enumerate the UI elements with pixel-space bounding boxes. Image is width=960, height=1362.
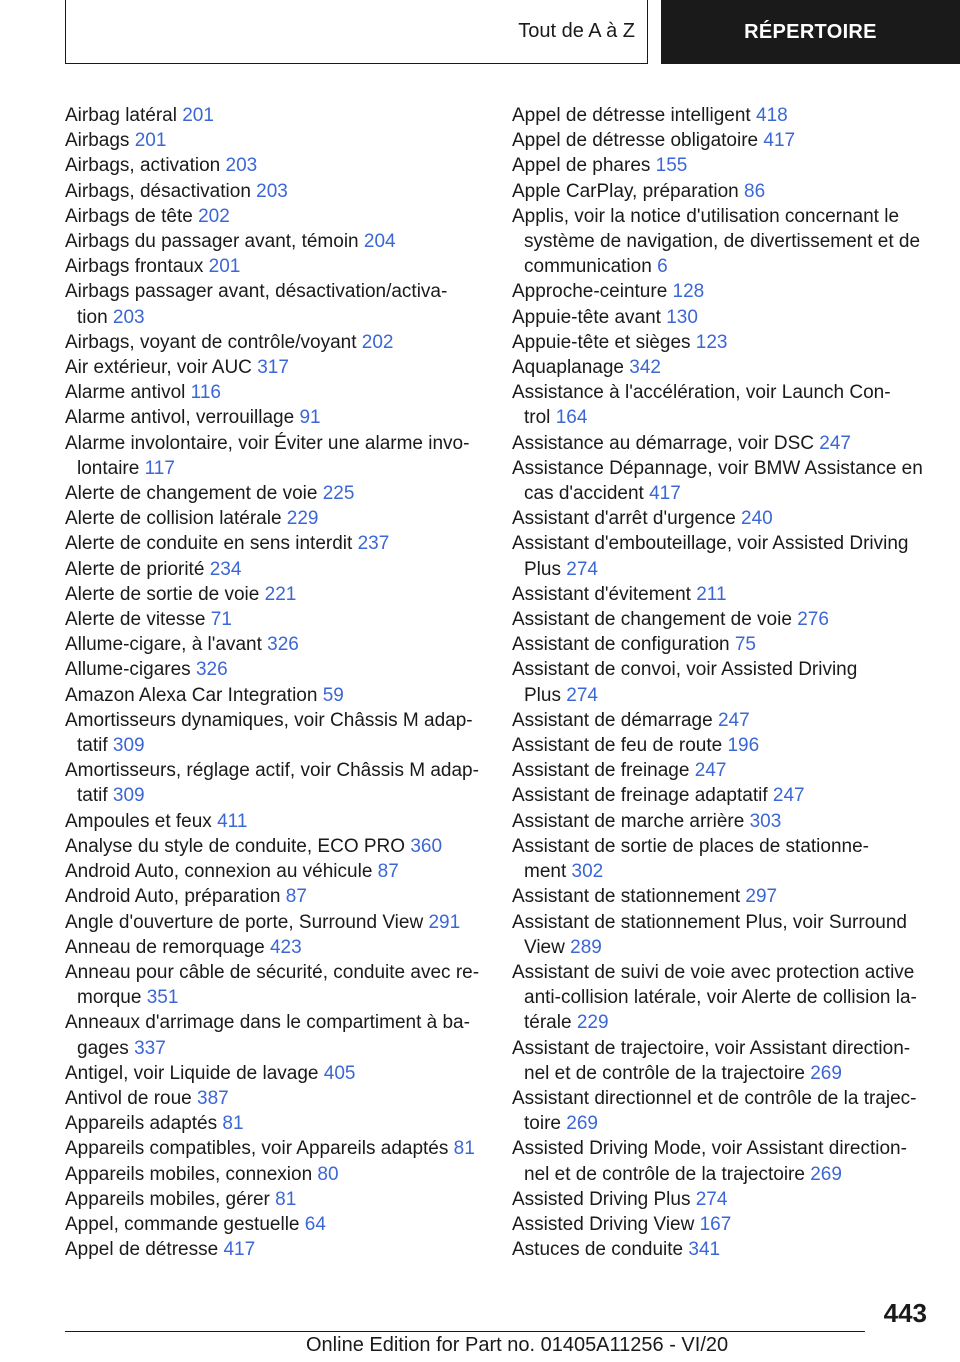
page-link[interactable]: 269 xyxy=(810,1163,842,1185)
index-entry-text: Assistant directionnel et de contrôle de la trajec- xyxy=(512,1087,917,1109)
index-entry xyxy=(512,1237,930,1262)
index-entry xyxy=(512,431,930,456)
page-link[interactable]: 276 xyxy=(797,609,829,631)
index-entry-text: gages xyxy=(77,1037,129,1059)
index-entry xyxy=(512,305,930,330)
index-entry xyxy=(65,1136,480,1161)
index-entry xyxy=(512,179,930,204)
index-entry-text: Approche-ceinture xyxy=(512,281,668,303)
index-entry-text: Appuie-tête et sièges xyxy=(512,331,691,353)
tab-a-to-z[interactable]: Tout de A à Z xyxy=(65,0,648,64)
index-entry xyxy=(512,783,930,808)
index-entry xyxy=(512,809,930,834)
page-link[interactable]: 81 xyxy=(453,1138,475,1160)
page-link[interactable]: 417 xyxy=(649,483,681,505)
index-entry-text: Assistant d'arrêt d'urgence xyxy=(512,508,736,530)
index-entry-text: lontaire xyxy=(77,457,140,479)
index-entry xyxy=(65,632,480,657)
index-entry-text: Angle d'ouverture de porte, Surround View xyxy=(65,911,424,933)
index-entry xyxy=(65,128,480,153)
page-link[interactable]: 81 xyxy=(222,1113,244,1135)
index-entry-text: Airbags de tête xyxy=(65,205,193,227)
index-entry xyxy=(65,431,480,481)
index-entry xyxy=(512,1136,930,1186)
page-link[interactable]: 128 xyxy=(672,281,705,303)
page-link[interactable]: 91 xyxy=(299,407,321,429)
index-entry-text: Appareils mobiles, gérer xyxy=(65,1188,270,1210)
index-entry-text: Air extérieur, voir AUC xyxy=(65,357,252,379)
page-link[interactable]: 164 xyxy=(555,407,588,429)
page-link[interactable]: 417 xyxy=(223,1239,256,1261)
footer-text: Online Edition for Part no. 01405A11256 - VI/20 xyxy=(306,1334,729,1356)
index-entry-text: Amortisseurs dynamiques, voir Châssis M adap- xyxy=(65,709,473,731)
page-link[interactable]: 309 xyxy=(112,735,145,757)
index-entry-text: Allume-cigare, à l'avant xyxy=(65,634,262,656)
index-entry-text: térale xyxy=(524,1012,572,1034)
index-entry-text: Amazon Alexa Car Integration xyxy=(65,684,318,706)
index-entry xyxy=(512,1212,930,1237)
page-link[interactable]: 225 xyxy=(322,483,355,505)
page-link[interactable]: 237 xyxy=(357,533,390,555)
index-column-right xyxy=(512,103,930,1262)
index-entry-text: Assistant de démarrage xyxy=(512,709,713,731)
page-link[interactable]: 269 xyxy=(566,1113,598,1135)
index-entry-text: Alerte de priorité xyxy=(65,558,205,580)
page-link[interactable]: 387 xyxy=(197,1087,229,1109)
page-link[interactable]: 202 xyxy=(361,331,394,353)
index-entry-text: Assistant de convoi, voir Assisted Driving xyxy=(512,659,858,681)
page-link[interactable]: 75 xyxy=(734,634,756,656)
index-entry-text: Alerte de vitesse xyxy=(65,609,206,631)
page-link[interactable]: 87 xyxy=(285,886,307,908)
index-entry xyxy=(512,708,930,733)
index-entry xyxy=(65,1086,480,1111)
index-entry xyxy=(512,657,930,707)
index-entry xyxy=(65,1061,480,1086)
page-link[interactable]: 201 xyxy=(134,130,167,152)
page-link[interactable]: 274 xyxy=(695,1188,728,1210)
index-entry-text: Appel, commande gestuelle xyxy=(65,1213,300,1235)
index-entry xyxy=(512,834,930,884)
index-entry xyxy=(65,103,480,128)
page-link[interactable]: 201 xyxy=(208,256,241,278)
index-entry-text: tatif xyxy=(77,785,108,807)
index-entry xyxy=(512,531,930,581)
page-link[interactable]: 71 xyxy=(210,609,232,631)
index-entry-text: nel et de contrôle de la trajectoire xyxy=(524,1062,805,1084)
index-entry xyxy=(65,582,480,607)
index-entry xyxy=(65,254,480,279)
page-link[interactable]: 326 xyxy=(267,634,299,656)
index-entry xyxy=(512,153,930,178)
index-entry-text: Appareils adaptés xyxy=(65,1113,218,1135)
page-link[interactable]: 211 xyxy=(696,583,727,605)
page-link[interactable]: 203 xyxy=(112,306,145,328)
index-entry xyxy=(512,1086,930,1136)
index-entry xyxy=(65,179,480,204)
index-entry xyxy=(65,405,480,430)
index-entry-text: Alarme antivol, verrouillage xyxy=(65,407,295,429)
index-entry xyxy=(65,380,480,405)
index-entry xyxy=(65,910,480,935)
page-link[interactable]: 6 xyxy=(657,256,668,278)
index-entry xyxy=(65,506,480,531)
page-link[interactable]: 204 xyxy=(363,231,396,253)
index-entry xyxy=(512,607,930,632)
index-entry-text: cas d'accident xyxy=(524,483,644,505)
index-entry-text: Plus xyxy=(524,558,561,580)
index-entry xyxy=(512,910,930,960)
index-entry-text: Assistance Dépannage, voir BMW Assistance en xyxy=(512,457,923,479)
page-link[interactable]: 423 xyxy=(269,936,302,958)
index-entry xyxy=(512,960,930,1036)
index-entry-text: Appareils compatibles, voir Appareils adaptés xyxy=(65,1138,449,1160)
index-entry-text: Airbags, voyant de contrôle/voyant xyxy=(65,331,357,353)
index-entry-text: Assistant de changement de voie xyxy=(512,609,792,631)
page-link[interactable]: 411 xyxy=(217,810,248,832)
index-entry-text: Assistant de suivi de voie avec protection active xyxy=(512,961,915,983)
index-entry xyxy=(512,1187,930,1212)
index-entry-text: Assistance à l'accélération, voir Launch Con- xyxy=(512,382,891,404)
index-entry xyxy=(65,657,480,682)
index-entry xyxy=(65,557,480,582)
page-link[interactable]: 117 xyxy=(144,457,175,479)
page-link[interactable]: 317 xyxy=(257,357,289,379)
index-entry-text: Airbags, activation xyxy=(65,155,221,177)
index-entry xyxy=(512,355,930,380)
index-entry-text: Android Auto, connexion au véhicule xyxy=(65,861,373,883)
page-link[interactable]: 405 xyxy=(323,1062,356,1084)
page-link[interactable]: 130 xyxy=(666,306,698,328)
index-entry-text: Assisted Driving Mode, voir Assistant direction- xyxy=(512,1138,907,1160)
page-link[interactable]: 240 xyxy=(741,508,773,530)
index-entry xyxy=(65,1187,480,1212)
index-entry-text: nel et de contrôle de la trajectoire xyxy=(524,1163,805,1185)
index-entry-text: Allume-cigares xyxy=(65,659,191,681)
index-entry-text: Assistant de marche arrière xyxy=(512,810,745,832)
page-link[interactable]: 86 xyxy=(744,180,766,202)
index-entry xyxy=(512,1036,930,1086)
index-entry-text: Assistant d'évitement xyxy=(512,583,691,605)
index-entry-text: Plus xyxy=(524,684,561,706)
index-entry xyxy=(65,708,480,758)
index-entry-text: Assistant de trajectoire, voir Assistant direction- xyxy=(512,1037,911,1059)
index-entry xyxy=(512,380,930,430)
page-link[interactable]: 418 xyxy=(756,105,788,126)
page-link[interactable]: 221 xyxy=(264,583,297,605)
index-entry-text: Assistant de freinage xyxy=(512,760,690,782)
index-entry xyxy=(512,204,930,280)
index-entry xyxy=(65,531,480,556)
index-entry-text: Antigel, voir Liquide de lavage xyxy=(65,1062,319,1084)
page-link[interactable]: 309 xyxy=(112,785,145,807)
index-entry-text: Anneau pour câble de sécurité, conduite avec re- xyxy=(65,961,480,983)
index-entry-text: Appareils mobiles, connexion xyxy=(65,1163,313,1185)
page-link[interactable]: 201 xyxy=(182,105,214,126)
index-entry xyxy=(65,834,480,859)
index-entry xyxy=(512,632,930,657)
index-entry-text: Appuie-tête avant xyxy=(512,306,661,328)
index-entry xyxy=(512,456,930,506)
index-entry-text: Assistant de configuration xyxy=(512,634,730,656)
page-link[interactable]: 269 xyxy=(810,1062,842,1084)
index-entry-text: Anneau de remorquage xyxy=(65,936,265,958)
index-entry-text: Assistant de sortie de places de stationne- xyxy=(512,835,869,857)
page-link[interactable]: 202 xyxy=(198,205,230,227)
index-entry-text: Applis, voir la notice d'utilisation concernant le xyxy=(512,205,900,227)
index-entry xyxy=(65,1212,480,1237)
index-entry-text: Assistant de freinage adaptatif xyxy=(512,785,768,807)
page-link[interactable]: 123 xyxy=(695,331,728,353)
page-link[interactable]: 80 xyxy=(317,1163,339,1185)
index-entry-text: Assisted Driving Plus xyxy=(512,1188,691,1210)
index-entry xyxy=(65,809,480,834)
index-entry xyxy=(65,683,480,708)
page-link[interactable]: 81 xyxy=(275,1188,297,1210)
index-entry-text: Alarme antivol xyxy=(65,382,186,404)
index-entry-text: Analyse du style de conduite, ECO PRO xyxy=(65,835,406,857)
page-link[interactable]: 274 xyxy=(566,684,598,706)
page-header xyxy=(0,0,960,66)
index-entry xyxy=(65,204,480,229)
index-entry xyxy=(65,330,480,355)
page-link[interactable]: 155 xyxy=(655,155,688,177)
index-entry xyxy=(65,935,480,960)
index-entry-text: anti-collision latérale, voir Alerte de collision la- xyxy=(524,987,917,1009)
index-entry-text: tion xyxy=(77,306,108,328)
index-entry-text: Assistant de stationnement xyxy=(512,886,741,908)
index-entry-text: Amortisseurs, réglage actif, voir Châssis M adap- xyxy=(65,760,479,782)
index-entry-text: Assisted Driving View xyxy=(512,1213,695,1235)
page-link[interactable]: 234 xyxy=(209,558,242,580)
index-entry-text: Appel de phares xyxy=(512,155,651,177)
page-link[interactable]: 247 xyxy=(717,709,750,731)
index-entry-text: Ampoules et feux xyxy=(65,810,212,832)
index-entry-text: Aquaplanage xyxy=(512,357,624,379)
footer-rule xyxy=(65,1331,865,1332)
page-link[interactable]: 64 xyxy=(304,1213,326,1235)
index-entry-text: Airbags frontaux xyxy=(65,256,204,278)
index-entry xyxy=(512,103,930,128)
index-entry-text: Airbag latéral xyxy=(65,105,177,126)
index-entry-text: trol xyxy=(524,407,551,429)
page-link[interactable]: 203 xyxy=(225,155,258,177)
page-link[interactable]: 247 xyxy=(694,760,727,782)
index-entry xyxy=(512,506,930,531)
index-entry-text: tatif xyxy=(77,735,108,757)
index-entry xyxy=(65,355,480,380)
index-entry xyxy=(512,279,930,304)
index-entry-text: Astuces de conduite xyxy=(512,1239,684,1261)
index-entry xyxy=(512,582,930,607)
index-entry-text: Alerte de changement de voie xyxy=(65,483,318,505)
page-link[interactable]: 167 xyxy=(699,1213,732,1235)
index-entry xyxy=(65,859,480,884)
index-entry-text: Appel de détresse intelligent xyxy=(512,105,751,126)
index-entry xyxy=(65,607,480,632)
page-link[interactable]: 341 xyxy=(688,1239,721,1261)
index-column-left xyxy=(65,103,480,1262)
page-link[interactable]: 351 xyxy=(146,987,179,1009)
tab-repertoire[interactable]: RÉPERTOIRE xyxy=(661,0,960,64)
page-link[interactable]: 196 xyxy=(727,735,760,757)
index-entry-text: toire xyxy=(524,1113,561,1135)
index-entry xyxy=(512,128,930,153)
page-link[interactable]: 289 xyxy=(570,936,602,958)
page-link[interactable]: 274 xyxy=(566,558,598,580)
index-entry-text: Airbags xyxy=(65,130,130,152)
index-entry xyxy=(512,733,930,758)
page-number: 443 xyxy=(883,1298,927,1328)
index-entry-text: Anneaux d'arrimage dans le compartiment à ba- xyxy=(65,1012,470,1034)
index-entry xyxy=(512,758,930,783)
index-entry-text: Antivol de roue xyxy=(65,1087,192,1109)
index-entry-text: Assistance au démarrage, voir DSC xyxy=(512,432,815,454)
page-link[interactable]: 59 xyxy=(322,684,344,706)
index-entry-text: Airbags, désactivation xyxy=(65,180,251,202)
index-entry xyxy=(65,1111,480,1136)
index-entry-text: Alerte de conduite en sens interdit xyxy=(65,533,353,555)
index-entry-text: Android Auto, préparation xyxy=(65,886,281,908)
index-entry xyxy=(65,960,480,1010)
index-entry-text: Appel de détresse xyxy=(65,1239,219,1261)
index-entry xyxy=(65,1237,480,1262)
page-link[interactable]: 302 xyxy=(571,861,604,883)
index-entry-text: View xyxy=(524,936,565,958)
index-entry xyxy=(65,1162,480,1187)
index-entry xyxy=(65,758,480,808)
page-link[interactable]: 337 xyxy=(134,1037,166,1059)
index-entry-text: Alerte de collision latérale xyxy=(65,508,282,530)
index-entry-text: ment xyxy=(524,861,567,883)
index-entry-text: Apple CarPlay, préparation xyxy=(512,180,739,202)
page-link[interactable]: 342 xyxy=(629,357,661,379)
page-link[interactable]: 229 xyxy=(286,508,319,530)
index-entry-text: Airbags du passager avant, témoin xyxy=(65,231,359,253)
page-link[interactable]: 203 xyxy=(256,180,288,202)
index-entry-text: Assistant de feu de route xyxy=(512,735,723,757)
index-entry-text: système de navigation, de divertissement et de xyxy=(524,231,921,253)
page-link[interactable]: 247 xyxy=(819,432,851,454)
page-link[interactable]: 87 xyxy=(377,861,399,883)
page-link[interactable]: 303 xyxy=(749,810,782,832)
index-entry-text: Airbags passager avant, désactivation/activa- xyxy=(65,281,448,303)
index-entry-text: Assistant de stationnement Plus, voir Surround xyxy=(512,911,907,933)
page-link[interactable]: 229 xyxy=(576,1012,609,1034)
page-link[interactable]: 116 xyxy=(190,382,221,404)
index-entry-text: Assistant d'embouteillage, voir Assisted Driving xyxy=(512,533,909,555)
page-link[interactable]: 291 xyxy=(428,911,461,933)
index-entry xyxy=(65,279,480,329)
index-entry xyxy=(65,1010,480,1060)
index-entry xyxy=(65,229,480,254)
index-entry xyxy=(512,884,930,909)
index-entry xyxy=(65,153,480,178)
index-entry xyxy=(65,481,480,506)
page-link[interactable]: 360 xyxy=(410,835,443,857)
page-link[interactable]: 417 xyxy=(763,130,796,152)
index-entry xyxy=(65,884,480,909)
page-link[interactable]: 297 xyxy=(745,886,778,908)
index-entry-text: morque xyxy=(77,987,142,1009)
index-entry-text: Appel de détresse obligatoire xyxy=(512,130,759,152)
index-entry xyxy=(512,330,930,355)
index-entry-text: Alarme involontaire, voir Éviter une alarme invo- xyxy=(65,432,470,454)
page-link[interactable]: 247 xyxy=(772,785,805,807)
index-entry-text: Alerte de sortie de voie xyxy=(65,583,260,605)
page-link[interactable]: 326 xyxy=(195,659,228,681)
index-entry-text: communication xyxy=(524,256,652,278)
